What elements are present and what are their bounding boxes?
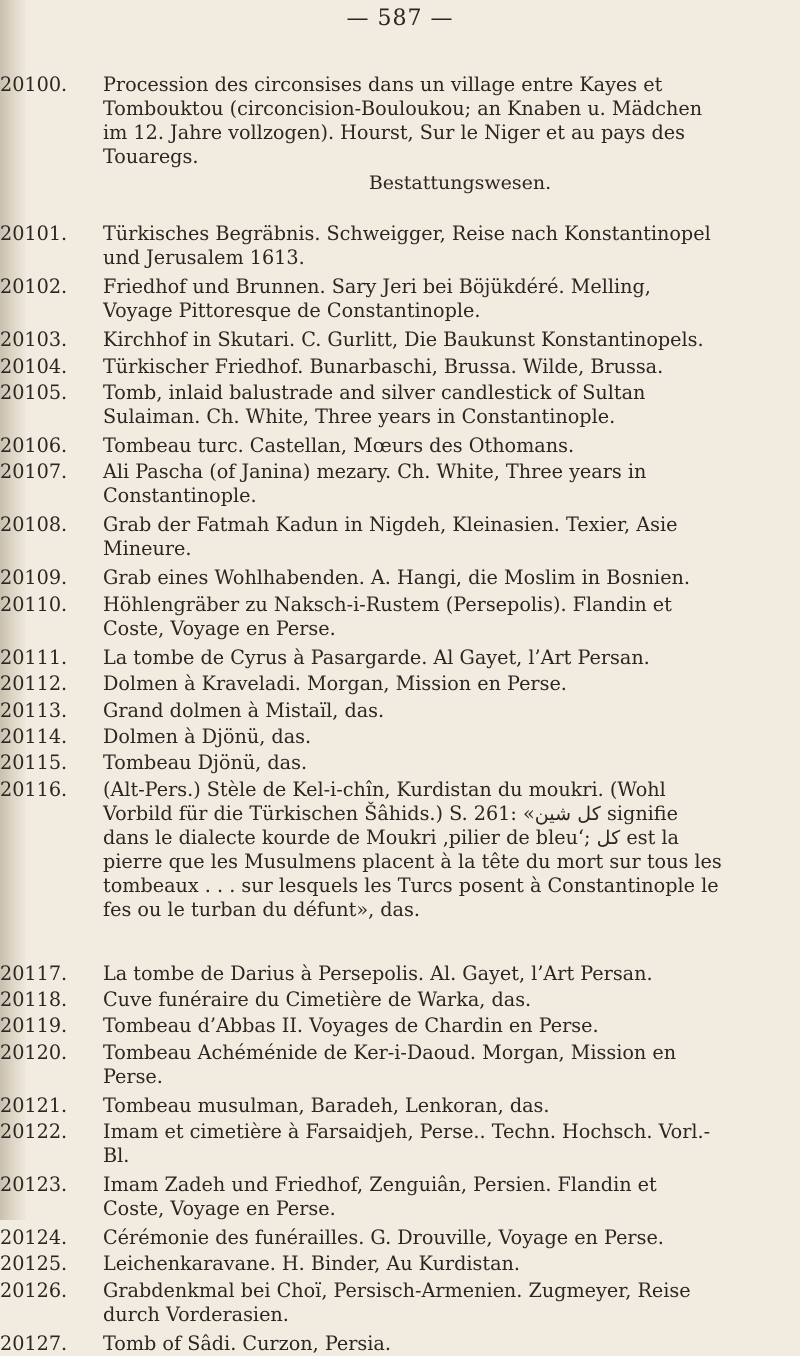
- catalog-entry: [0, 1252, 723, 1276]
- page-number: — 587 —: [346, 6, 454, 31]
- entry-text: Cuve funéraire du Cimetière de Warka, das.: [103, 988, 532, 1011]
- entry-text: Tombeau d’Abbas II. Voyages de Chardin en Perse.: [103, 1014, 599, 1037]
- entry-number: 20125.: [0, 1252, 68, 1275]
- catalog-entry: [0, 1041, 723, 1089]
- catalog-entry: [0, 381, 723, 429]
- catalog-entry: [0, 1120, 723, 1168]
- catalog-entry: [0, 355, 723, 379]
- entry-text: La tombe de Darius à Persepolis. Al. Gayet, l’Art Persan.: [103, 962, 653, 985]
- entry-text: Cérémonie des funérailles. G. Drouville, Voyage en Perse.: [103, 1226, 664, 1249]
- entry-text: Imam Zadeh und Friedhof, Zenguiân, Persien. Flandin et Coste, Voyage en Perse.: [103, 1173, 657, 1220]
- catalog-entry: [0, 275, 723, 323]
- catalog-entry: [0, 962, 723, 986]
- entry-number: 20105.: [0, 381, 68, 404]
- catalog-entry: [0, 778, 723, 922]
- catalog-entry: [0, 751, 723, 775]
- catalog-entry: [0, 1279, 723, 1327]
- entry-number: 20103.: [0, 328, 68, 351]
- entry-number: 20110.: [0, 593, 68, 616]
- entry-text: Procession des circonsises dans un village entre Kayes et Tombouktou (circoncision-Bouloukou; an Knaben u. Mädchen im 12. Jahre vollzogen). Hourst, Sur le Niger et au pays des Touaregs.: [103, 73, 703, 168]
- entry-number: 20127.: [0, 1332, 68, 1355]
- entry-number: 20108.: [0, 513, 68, 536]
- catalog-entry: [0, 222, 723, 270]
- entry-number: 20123.: [0, 1173, 68, 1196]
- entry-text: La tombe de Cyrus à Pasargarde. Al Gayet, l’Art Persan.: [103, 646, 650, 669]
- entry-text: Türkischer Friedhof. Bunarbaschi, Brussa. Wilde, Brussa.: [103, 355, 664, 378]
- catalog-entry: [0, 646, 723, 670]
- catalog-entry: [0, 988, 723, 1012]
- entry-text: Grand dolmen à Mistaïl, das.: [103, 699, 385, 722]
- catalog-entry: [0, 460, 723, 508]
- catalog-entry: [0, 1094, 723, 1118]
- entry-text: Kirchhof in Skutari. C. Gurlitt, Die Baukunst Konstantinopels.: [103, 328, 704, 351]
- entry-number: 20113.: [0, 699, 68, 722]
- entry-number: 20124.: [0, 1226, 68, 1249]
- entry-number: 20114.: [0, 725, 68, 748]
- entry-number: 20109.: [0, 566, 68, 589]
- catalog-entry: [0, 434, 723, 458]
- entry-text: Tombeau Achéménide de Ker-i-Daoud. Morgan, Mission en Perse.: [103, 1041, 677, 1088]
- entry-text: Dolmen à Kraveladi. Morgan, Mission en Perse.: [103, 672, 567, 695]
- entry-text: Höhlengräber zu Naksch-i-Rustem (Persepolis). Flandin et Coste, Voyage en Perse.: [103, 593, 672, 640]
- entry-number: 20102.: [0, 275, 68, 298]
- entry-number: 20104.: [0, 355, 68, 378]
- entry-text: Grab eines Wohlhabenden. A. Hangi, die Moslim in Bosnien.: [103, 566, 691, 589]
- entry-number: 20118.: [0, 988, 68, 1011]
- entry-text: Tomb, inlaid balustrade and silver candlestick of Sultan Sulaiman. Ch. White, Three years in Constantinople.: [103, 381, 646, 428]
- section-title: Bestattungswesen.: [368, 172, 552, 194]
- entry-number: 20120.: [0, 1041, 68, 1064]
- catalog-entry: [0, 73, 723, 169]
- entry-number: 20121.: [0, 1094, 68, 1117]
- entry-number: 20117.: [0, 962, 68, 985]
- entry-text: Türkisches Begräbnis. Schweigger, Reise nach Konstantinopel und Jerusalem 1613.: [103, 222, 711, 269]
- catalog-entry: [0, 725, 723, 749]
- entry-text: Leichenkaravane. H. Binder, Au Kurdistan.: [103, 1252, 520, 1275]
- entry-text: Friedhof und Brunnen. Sary Jeri bei Böjükdéré. Melling, Voyage Pittoresque de Constantinople.: [103, 275, 651, 322]
- entry-number: 20100.: [0, 73, 68, 96]
- entry-text: Dolmen à Djönü, das.: [103, 725, 312, 748]
- catalog-entry: [0, 593, 723, 641]
- entry-text: Ali Pascha (of Janina) mezary. Ch. White, Three years in Constantinople.: [103, 460, 647, 507]
- catalog-entry: [0, 1014, 723, 1038]
- catalog-entry: [0, 1173, 723, 1221]
- entry-text: Tombeau musulman, Baradeh, Lenkoran, das.: [103, 1094, 550, 1117]
- entry-text: Tombeau turc. Castellan, Mœurs des Othomans.: [103, 434, 575, 457]
- entry-text: Tomb of Sâdi. Curzon, Persia.: [103, 1332, 391, 1355]
- entry-text: Imam et cimetière à Farsaidjeh, Perse.. Techn. Hochsch. Vorl.-Bl.: [103, 1120, 711, 1167]
- entry-number: 20115.: [0, 751, 68, 774]
- entry-number: 20106.: [0, 434, 68, 457]
- catalog-entry: [0, 566, 723, 590]
- entry-text: Grabdenkmal bei Choï, Persisch-Armenien. Zugmeyer, Reise durch Vorderasien.: [103, 1279, 691, 1326]
- entry-number: 20107.: [0, 460, 68, 483]
- catalog-entry: [0, 672, 723, 696]
- entry-text: Tombeau Djönü, das.: [103, 751, 308, 774]
- entry-number: 20116.: [0, 778, 68, 801]
- entry-text: Grab der Fatmah Kadun in Nigdeh, Kleinasien. Texier, Asie Mineure.: [103, 513, 678, 560]
- catalog-entry: [0, 699, 723, 723]
- entry-number: 20119.: [0, 1014, 68, 1037]
- catalog-entry: [0, 1332, 723, 1356]
- catalog-entry: [0, 1226, 723, 1250]
- entry-number: 20122.: [0, 1120, 68, 1143]
- entry-number: 20112.: [0, 672, 68, 695]
- catalog-entry: [0, 328, 723, 352]
- entry-number: 20111.: [0, 646, 68, 669]
- entry-text: (Alt-Pers.) Stèle de Kel-i-chîn, Kurdistan du moukri. (Wohl Vorbild für die Türkischen Šâhids.) S. 261: «کل شین signifie dans le dialecte kourde de Moukri ‚pilier de bleu‘; کل est la pierre que les Musulmens placent à la tête du mort sur tous les tombeaux . . . sur lesquels les Turcs posent à Constantinople le fes ou le turban du défunt», das.: [103, 778, 722, 921]
- entry-number: 20126.: [0, 1279, 68, 1302]
- catalog-entry: [0, 513, 723, 561]
- entry-number: 20101.: [0, 222, 68, 245]
